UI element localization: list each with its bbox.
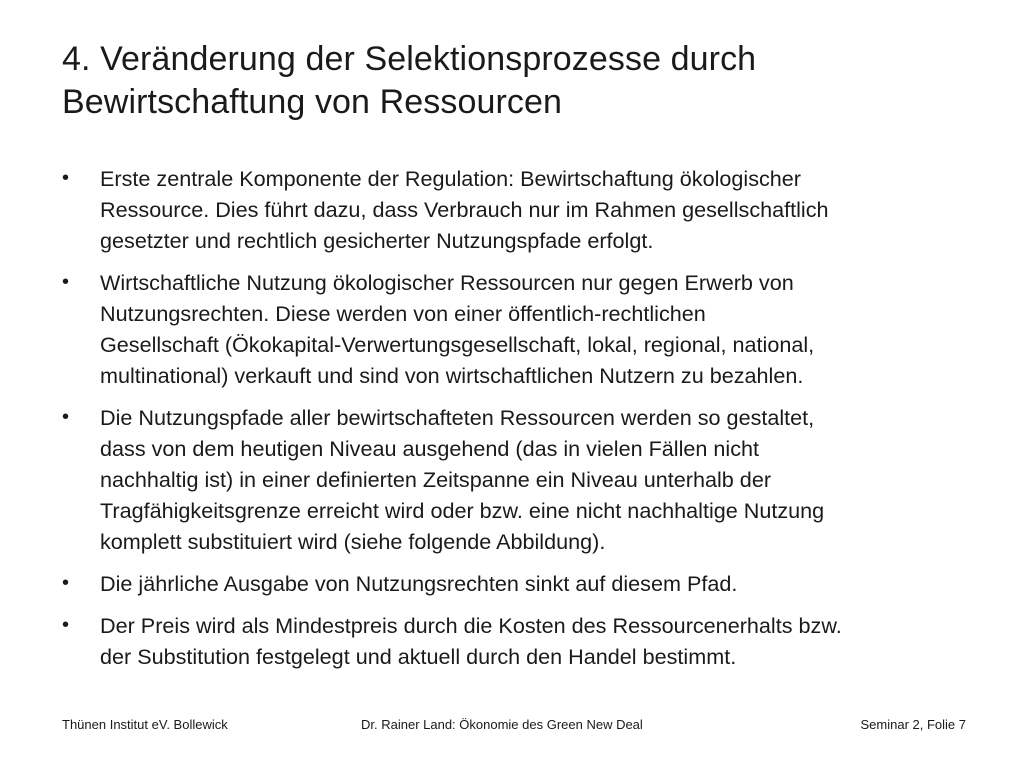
bullet-line: dass von dem heutigen Niveau ausgehend (das in vielen Fällen nicht — [100, 436, 760, 461]
footer-author-topic: Dr. Rainer Land: Ökonomie des Green New Deal — [361, 717, 643, 732]
bullet-line: Erste zentrale Komponente der Regulation: Bewirtschaftung ökologischer — [100, 166, 801, 191]
bullet-line: multinational) verkauft und sind von wirtschaftlichen Nutzern zu bezahlen. — [100, 363, 804, 388]
bullet-marker: • — [62, 406, 70, 428]
bullet-marker: • — [62, 167, 70, 189]
slide-title-line: Bewirtschaftung von Ressourcen — [62, 83, 563, 121]
bullet-item — [62, 402, 982, 557]
bullet-line: Die Nutzungspfade aller bewirtschafteten Ressourcen werden so gestaltet, — [100, 405, 815, 430]
bullet-line: Die jährliche Ausgabe von Nutzungsrechten sinkt auf diesem Pfad. — [100, 571, 738, 596]
bullet-line: nachhaltig ist) in einer definierten Zeitspanne ein Niveau unterhalb der — [100, 467, 772, 492]
bullet-line: der Substitution festgelegt und aktuell durch den Handel bestimmt. — [100, 644, 737, 669]
bullet-line: Nutzungsrechten. Diese werden von einer öffentlich-rechtlichen — [100, 301, 706, 326]
slide-title — [62, 38, 982, 124]
bullet-marker: • — [62, 572, 70, 594]
bullet-text — [100, 568, 982, 599]
bullet-marker: • — [62, 271, 70, 293]
bullet-line: komplett substituiert wird (siehe folgende Abbildung). — [100, 529, 606, 554]
footer-slide-number: Seminar 2, Folie 7 — [860, 717, 966, 732]
bullet-line: Wirtschaftliche Nutzung ökologischer Ressourcen nur gegen Erwerb von — [100, 270, 794, 295]
slide-title-line: 4. Veränderung der Selektionsprozesse durch — [62, 40, 757, 78]
bullet-line: Ressource. Dies führt dazu, dass Verbrauch nur im Rahmen gesellschaftlich — [100, 197, 829, 222]
bullet-text — [100, 163, 982, 256]
bullet-item — [62, 267, 982, 391]
slide-footer — [0, 715, 1024, 735]
bullet-line: Gesellschaft (Ökokapital-Verwertungsgesellschaft, lokal, regional, national, — [100, 332, 815, 357]
footer-institution: Thünen Institut eV. Bollewick — [62, 717, 228, 732]
bullet-marker: • — [62, 614, 70, 636]
bullet-list — [62, 163, 982, 683]
bullet-text — [100, 267, 982, 391]
bullet-text — [100, 610, 982, 672]
bullet-item — [62, 163, 982, 256]
bullet-item — [62, 610, 982, 672]
bullet-item — [62, 568, 982, 599]
bullet-line: Tragfähigkeitsgrenze erreicht wird oder bzw. eine nicht nachhaltige Nutzung — [100, 498, 825, 523]
bullet-text — [100, 402, 982, 557]
bullet-line: Der Preis wird als Mindestpreis durch die Kosten des Ressourcenerhalts bzw. — [100, 613, 842, 638]
bullet-line: gesetzter und rechtlich gesicherter Nutzungspfade erfolgt. — [100, 228, 654, 253]
